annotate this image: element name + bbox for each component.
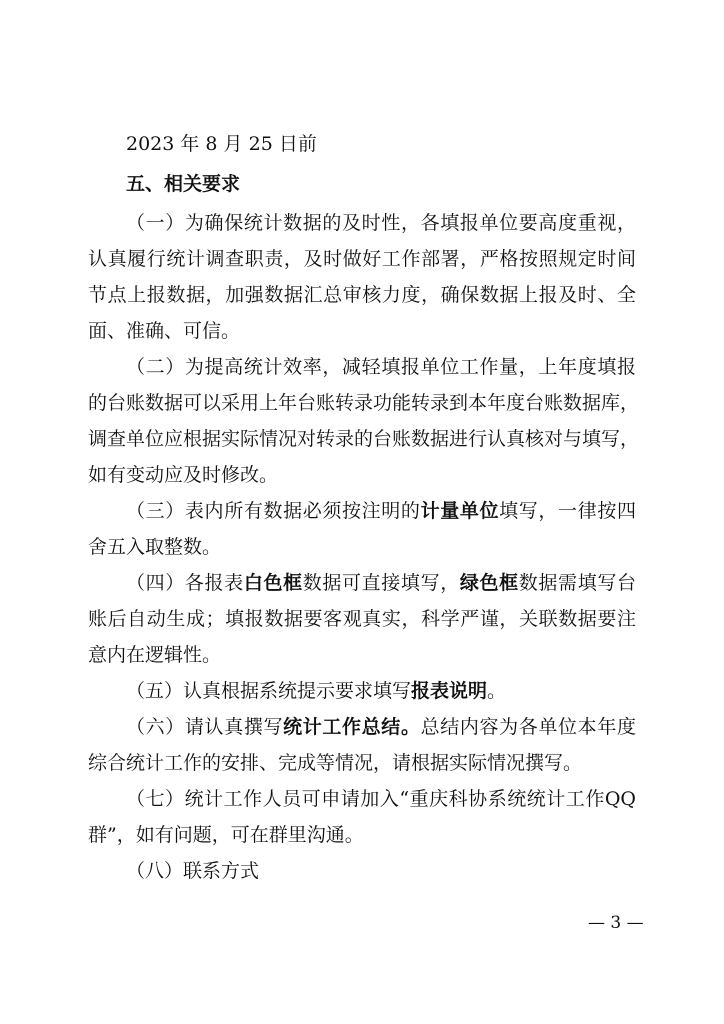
item-6-line-1 [126,715,636,739]
item-3-text-end: 填写，一律按四 [499,500,636,522]
item-5-text-end: 。 [487,680,507,702]
item-8-line-1: （八）联系方式 [126,860,260,882]
item-6-text-end: 总结内容为各单位本年度 [420,716,636,738]
item-7-line-1: （七）统计工作人员可申请加入“重庆科协系统统计工作QQ [126,788,636,810]
item-5-line-1 [126,679,636,703]
item-4-text-middle: 数据可直接填写， [302,572,460,594]
page-number: — 3 — [588,913,644,933]
section-heading: 五、相关要求 [126,173,241,195]
item-1-line-4: 面、准确、可信。 [88,320,241,342]
item-2-line-4: 如有变动应及时修改。 [88,464,279,486]
item-6-emphasis: 统计工作总结。 [283,716,421,738]
item-1-line-2: 认真履行统计调查职责，及时做好工作部署，严格按照规定时间 [88,248,636,270]
item-4-line-1 [126,571,636,595]
item-4-line-2: 账后自动生成；填报数据要客观真实，科学严谨，关联数据要注 [88,608,636,630]
item-5-text: （五）认真根据系统提示要求填写 [126,680,412,702]
item-4-line-3: 意内在逻辑性。 [88,644,222,666]
item-4-text-end: 数据需填写台 [518,572,636,594]
item-4-text: （四）各报表 [126,572,244,594]
item-6-text: （六）请认真撰写 [126,716,284,738]
item-1-line-1: （一）为确保统计数据的及时性，各填报单位要高度重视， [126,212,636,234]
item-7-line-2: 群”，如有问题，可在群里沟通。 [88,824,364,846]
item-2-line-2: 的台账数据可以采用上年台账转录功能转录到本年度台账数据库， [88,392,640,414]
item-1-line-3: 节点上报数据，加强数据汇总审核力度，确保数据上报及时、全 [88,284,636,306]
item-4-emphasis-green: 绿色框 [459,572,519,594]
item-5-emphasis: 报表说明 [411,680,488,702]
item-3-line-1 [126,499,636,523]
date-line: 2023 年 8 月 25 日前 [126,133,317,155]
item-2-line-1: （二）为提高统计效率，减轻填报单位工作量，上年度填报 [126,356,636,378]
item-3-text: （三）表内所有数据必须按注明的 [126,500,421,522]
item-3-line-2: 舍五入取整数。 [88,536,222,558]
item-2-line-3: 调查单位应根据实际情况对转录的台账数据进行认真核对与填写， [88,428,640,450]
item-4-emphasis-white: 白色框 [243,572,303,594]
item-6-line-2: 综合统计工作的安排、完成等情况，请根据实际情况撰写。 [88,752,583,774]
item-3-emphasis: 计量单位 [420,500,500,522]
